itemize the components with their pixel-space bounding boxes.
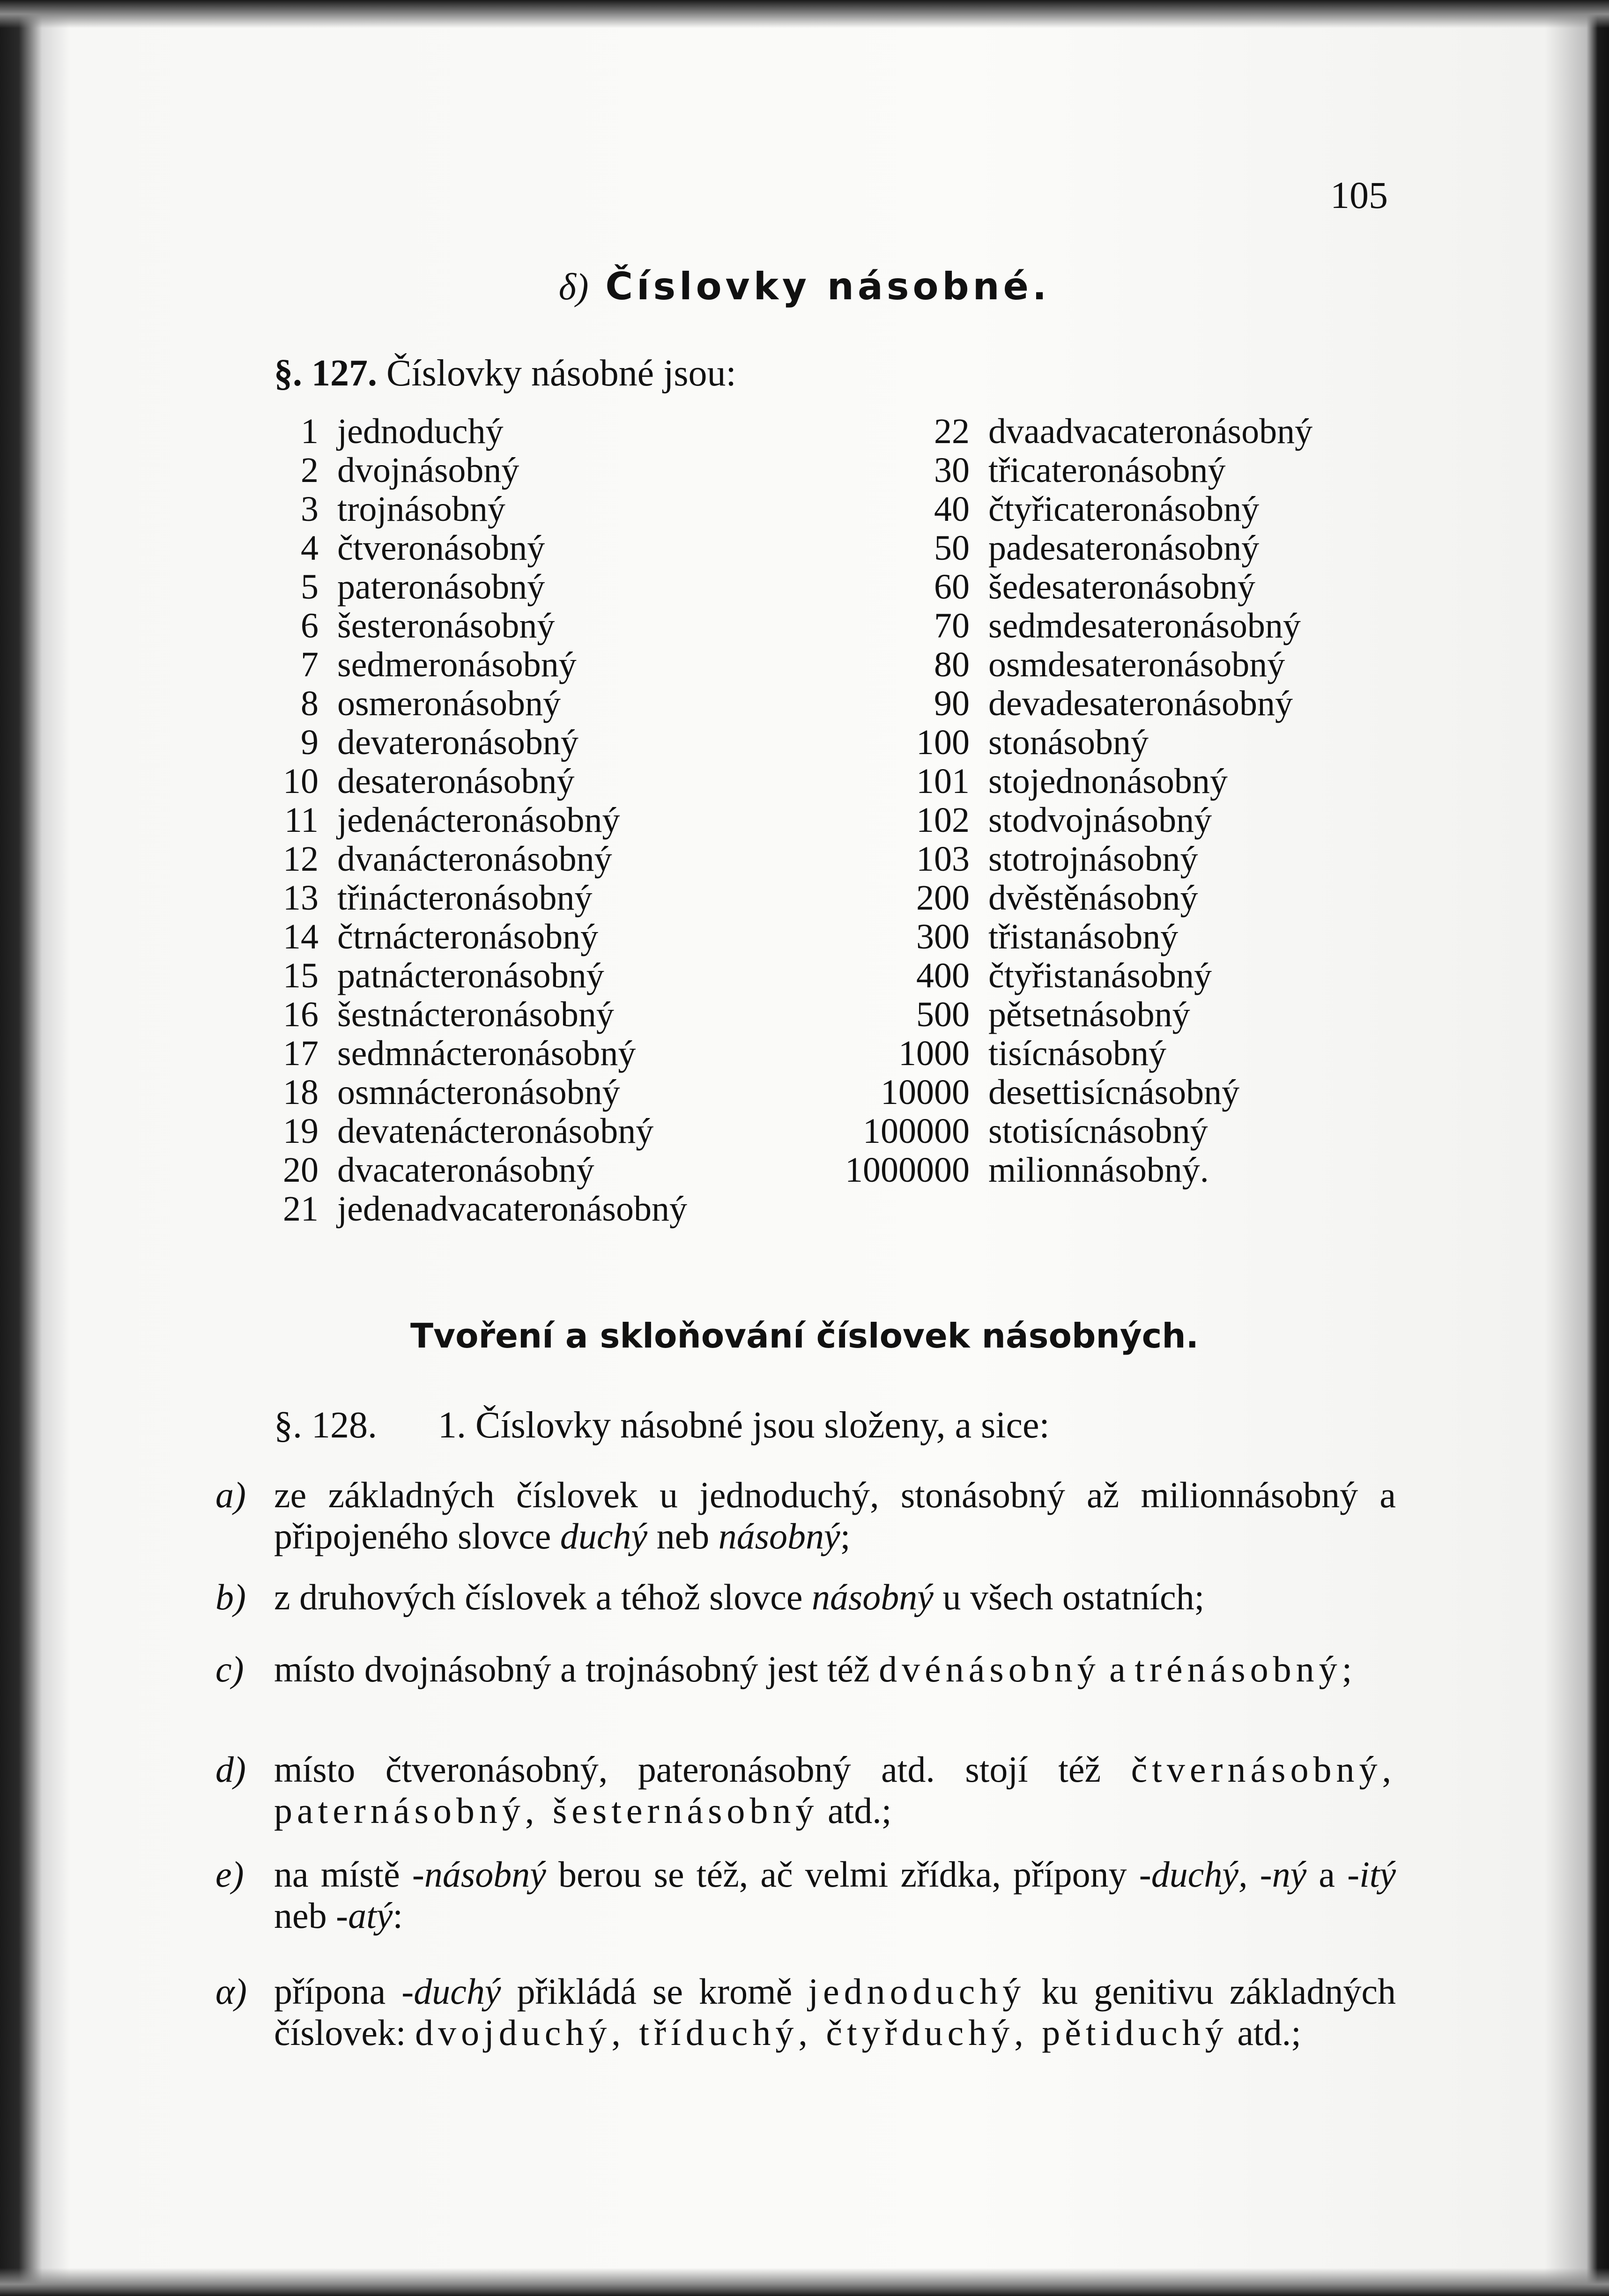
numeral-row — [253, 683, 561, 723]
item-b-italic1: násobný — [811, 1577, 934, 1617]
item-alpha-spaced2: dvojduchý, tříduchý, čtyřduchý, pětiduchý — [415, 2012, 1228, 2053]
numeral-word: čtrnácteronásobný — [337, 917, 599, 956]
numeral-value: 8 — [301, 684, 319, 723]
numeral-word: dvanácteronásobný — [337, 839, 612, 879]
numeral-value: 500 — [916, 995, 970, 1034]
paragraph-128-text: 1. Číslovky násobné jsou složeny, a sice: — [438, 1405, 1050, 1446]
numeral-word: osmeronásobný — [337, 684, 561, 723]
numeral-word: stojednonásobný — [988, 762, 1228, 801]
item-c — [215, 1649, 1396, 1690]
numeral-value: 22 — [934, 412, 970, 451]
numeral-word: šesteronásobný — [337, 606, 555, 645]
item-a-label: a) — [215, 1474, 246, 1515]
numeral-row — [253, 489, 505, 529]
numeral-row — [253, 567, 545, 607]
item-a-part3: ; — [840, 1516, 851, 1556]
numeral-value: 40 — [934, 489, 970, 529]
numeral-row — [253, 411, 504, 451]
numeral-word: desettisícnásobný — [988, 1073, 1240, 1112]
numeral-row — [768, 528, 1260, 568]
section-title — [0, 265, 1609, 309]
numeral-word: trojnásobný — [337, 489, 505, 529]
numeral-row — [768, 411, 1313, 451]
numeral-value: 90 — [934, 684, 970, 723]
numeral-word: sedmdesateronásobný — [988, 606, 1301, 645]
numeral-value: 1000000 — [845, 1150, 970, 1190]
numeral-value: 21 — [283, 1189, 319, 1229]
numeral-value: 3 — [301, 489, 319, 529]
item-e-label: e) — [215, 1854, 244, 1895]
numeral-row — [253, 917, 599, 956]
item-b-part1: z druhových číslovek a téhož slovce — [274, 1577, 812, 1617]
numeral-word: sedmnácteronásobný — [337, 1034, 636, 1073]
numeral-word: devateronásobný — [337, 723, 578, 762]
numeral-word: patnácteronásobný — [337, 956, 604, 995]
item-c-spaced2: trénásobný — [1134, 1649, 1342, 1689]
numeral-word: čtyřistanásobný — [988, 956, 1212, 995]
item-e-part5: : — [393, 1895, 403, 1936]
numeral-row — [768, 761, 1228, 801]
numeral-value: 6 — [301, 606, 319, 645]
numeral-word: sedmeronásobný — [337, 645, 577, 684]
numeral-value: 11 — [284, 800, 319, 840]
numeral-value: 15 — [283, 956, 319, 995]
numeral-word: dvěstěnásobný — [988, 878, 1198, 918]
numeral-row — [253, 1189, 687, 1229]
item-c-spaced1: dvénásobný — [879, 1649, 1100, 1689]
numeral-word: padesateronásobný — [988, 528, 1260, 568]
numeral-row — [768, 917, 1179, 956]
numeral-value: 30 — [934, 451, 970, 490]
item-d — [215, 1749, 1396, 1831]
numeral-row — [768, 800, 1212, 840]
item-alpha — [215, 1971, 1396, 2053]
item-b-label: b) — [215, 1577, 246, 1617]
numeral-value: 19 — [283, 1111, 319, 1151]
numeral-row — [768, 994, 1190, 1034]
numeral-value: 5 — [301, 567, 319, 607]
item-e-part3: a — [1306, 1854, 1348, 1895]
numeral-value: 100000 — [863, 1111, 970, 1151]
item-d-label: d) — [215, 1749, 246, 1790]
item-e-italic3: -itý — [1347, 1854, 1396, 1895]
numeral-word: osmdesateronásobný — [988, 645, 1285, 684]
numeral-value: 200 — [916, 878, 970, 918]
paragraph-127-text: Číslovky násobné jsou: — [386, 353, 736, 394]
subheading: Tvoření a skloňování číslovek násobných. — [410, 1316, 1199, 1355]
numeral-value: 300 — [916, 917, 970, 956]
numeral-value: 16 — [283, 995, 319, 1034]
numeral-row — [253, 878, 593, 918]
paragraph-128-number: §. 128. — [274, 1405, 377, 1446]
item-alpha-part3: ku genitivu základných číslovek: — [274, 1971, 1396, 2053]
numeral-value: 10000 — [881, 1073, 970, 1112]
numeral-row — [768, 955, 1212, 995]
numeral-word: milionnásobný. — [988, 1150, 1209, 1190]
numeral-word: pateronásobný — [337, 567, 545, 607]
numeral-word: šedesateronásobný — [988, 567, 1255, 607]
numeral-word: desateronásobný — [337, 762, 575, 801]
numeral-row — [253, 528, 545, 568]
item-c-part3: ; — [1342, 1649, 1352, 1689]
numeral-value: 102 — [916, 800, 970, 840]
numeral-value: 100 — [916, 723, 970, 762]
numeral-row — [253, 644, 577, 684]
numeral-value: 101 — [916, 762, 970, 801]
numeral-value: 400 — [916, 956, 970, 995]
item-a-italic1: duchý — [560, 1516, 648, 1556]
numeral-word: tisícnásobný — [988, 1034, 1166, 1073]
item-c-part1: místo dvojnásobný a trojnásobný jest též — [274, 1649, 879, 1689]
numeral-value: 2 — [301, 451, 319, 490]
numeral-word: pětsetnásobný — [988, 995, 1190, 1034]
numeral-row — [768, 644, 1285, 684]
item-e-part2: berou se též, ač velmi zřídka, přípony — [546, 1854, 1139, 1895]
paragraph-128 — [274, 1404, 1050, 1447]
paragraph-127 — [274, 352, 736, 395]
numeral-row — [768, 489, 1260, 529]
item-e-part1: na místě — [274, 1854, 412, 1895]
numeral-word: jedenadvacateronásobný — [337, 1189, 687, 1229]
item-alpha-italic1: -duchý — [401, 1971, 501, 2012]
numeral-value: 9 — [301, 723, 319, 762]
numeral-word: dvacateronásobný — [337, 1150, 594, 1190]
numeral-row — [253, 1072, 620, 1112]
numeral-row — [768, 606, 1301, 645]
numeral-value: 7 — [301, 645, 319, 684]
item-a-part2: neb — [647, 1516, 719, 1556]
numeral-word: stodvojnásobný — [988, 800, 1212, 840]
numeral-value: 50 — [934, 528, 970, 568]
item-e — [215, 1854, 1396, 1936]
section-title-mark: δ) — [558, 267, 589, 308]
numeral-value: 1000 — [898, 1034, 970, 1073]
numeral-row — [253, 1150, 594, 1190]
numeral-word: dvojnásobný — [337, 451, 519, 490]
numeral-row — [768, 1150, 1209, 1190]
numeral-row — [768, 450, 1226, 490]
numeral-value: 14 — [283, 917, 319, 956]
numeral-value: 13 — [283, 878, 319, 918]
numeral-row — [253, 800, 620, 840]
item-alpha-part2: přikládá se kromě — [501, 1971, 808, 2012]
numeral-row — [768, 1072, 1240, 1112]
numeral-row — [768, 567, 1255, 607]
numeral-row — [253, 994, 614, 1034]
numeral-word: čtveronásobný — [337, 528, 545, 568]
numeral-row — [768, 1033, 1166, 1073]
numeral-row — [768, 878, 1198, 918]
item-a-italic2: násobný — [718, 1516, 840, 1556]
item-alpha-part4: atd.; — [1228, 2012, 1301, 2053]
numeral-value: 17 — [283, 1034, 319, 1073]
item-b-part2: u všech ostatních; — [933, 1577, 1205, 1617]
numeral-word: jednoduchý — [337, 412, 504, 451]
numeral-value: 18 — [283, 1073, 319, 1112]
numeral-value: 20 — [283, 1150, 319, 1190]
numeral-row — [253, 1033, 636, 1073]
item-e-italic4: -atý — [336, 1895, 393, 1936]
section-title-text: Číslovky násobné. — [605, 265, 1051, 308]
numeral-row — [253, 606, 555, 645]
item-c-part2: a — [1100, 1649, 1135, 1689]
item-c-text — [274, 1649, 1396, 1690]
numeral-value: 1 — [301, 412, 319, 451]
item-alpha-label: α) — [215, 1971, 247, 2012]
numeral-word: třistanásobný — [988, 917, 1179, 956]
item-a-part1: ze základných číslovek u jednoduchý, stonásobný až milionnásobný a připojeného slovce — [274, 1474, 1396, 1556]
numeral-word: devadesateronásobný — [988, 684, 1293, 723]
item-d-part2: atd.; — [818, 1790, 892, 1831]
item-c-label: c) — [215, 1649, 244, 1689]
item-a-text — [274, 1474, 1396, 1557]
numeral-value: 60 — [934, 567, 970, 607]
numeral-value: 10 — [283, 762, 319, 801]
numeral-value: 80 — [934, 645, 970, 684]
numeral-row — [253, 839, 612, 879]
numeral-row — [253, 1111, 654, 1151]
item-alpha-spaced1: jednoduchý — [808, 1971, 1026, 2012]
numeral-row — [253, 450, 519, 490]
numeral-word: devatenácteronásobný — [337, 1111, 654, 1151]
page-number: 105 — [1330, 174, 1388, 216]
item-e-italic2: -duchý, -ný — [1139, 1854, 1307, 1895]
numeral-word: čtyřicateronásobný — [988, 489, 1260, 529]
item-b-text — [274, 1577, 1396, 1618]
numeral-word: šestnácteronásobný — [337, 995, 614, 1034]
numeral-word: třinácteronásobný — [337, 878, 593, 918]
numeral-row — [768, 683, 1293, 723]
item-alpha-part1: přípona — [274, 1971, 402, 2012]
numeral-word: osmnácteronásobný — [337, 1073, 620, 1112]
numeral-value: 103 — [916, 839, 970, 879]
numeral-word: dvaadvacateronásobný — [988, 412, 1313, 451]
numeral-word: jedenácteronásobný — [337, 800, 620, 840]
numeral-row — [768, 1111, 1208, 1151]
numeral-word: stotisícnásobný — [988, 1111, 1208, 1151]
numeral-word: stotrojnásobný — [988, 839, 1198, 879]
numeral-word: třicateronásobný — [988, 451, 1226, 490]
numeral-row — [253, 722, 578, 762]
item-d-part1: místo čtveronásobný, pateronásobný atd. stojí též — [274, 1749, 1131, 1790]
numeral-value: 4 — [301, 528, 319, 568]
item-b — [215, 1577, 1396, 1618]
item-e-text — [274, 1854, 1396, 1936]
numeral-word: stonásobný — [988, 723, 1149, 762]
item-d-spaced1: čtvernásobný, paternásobný, šesternásobný — [274, 1749, 1396, 1831]
item-e-italic1: -násobný — [412, 1854, 546, 1895]
item-e-part4: neb — [274, 1895, 336, 1936]
numeral-row — [768, 839, 1198, 879]
item-d-text — [274, 1749, 1396, 1831]
item-alpha-text — [274, 1971, 1396, 2053]
numeral-row — [253, 955, 604, 995]
numeral-value: 70 — [934, 606, 970, 645]
paragraph-127-number: §. 127. — [274, 353, 377, 394]
numeral-value: 12 — [283, 839, 319, 879]
item-a — [215, 1474, 1396, 1557]
numeral-row — [253, 761, 575, 801]
numeral-row — [768, 722, 1149, 762]
